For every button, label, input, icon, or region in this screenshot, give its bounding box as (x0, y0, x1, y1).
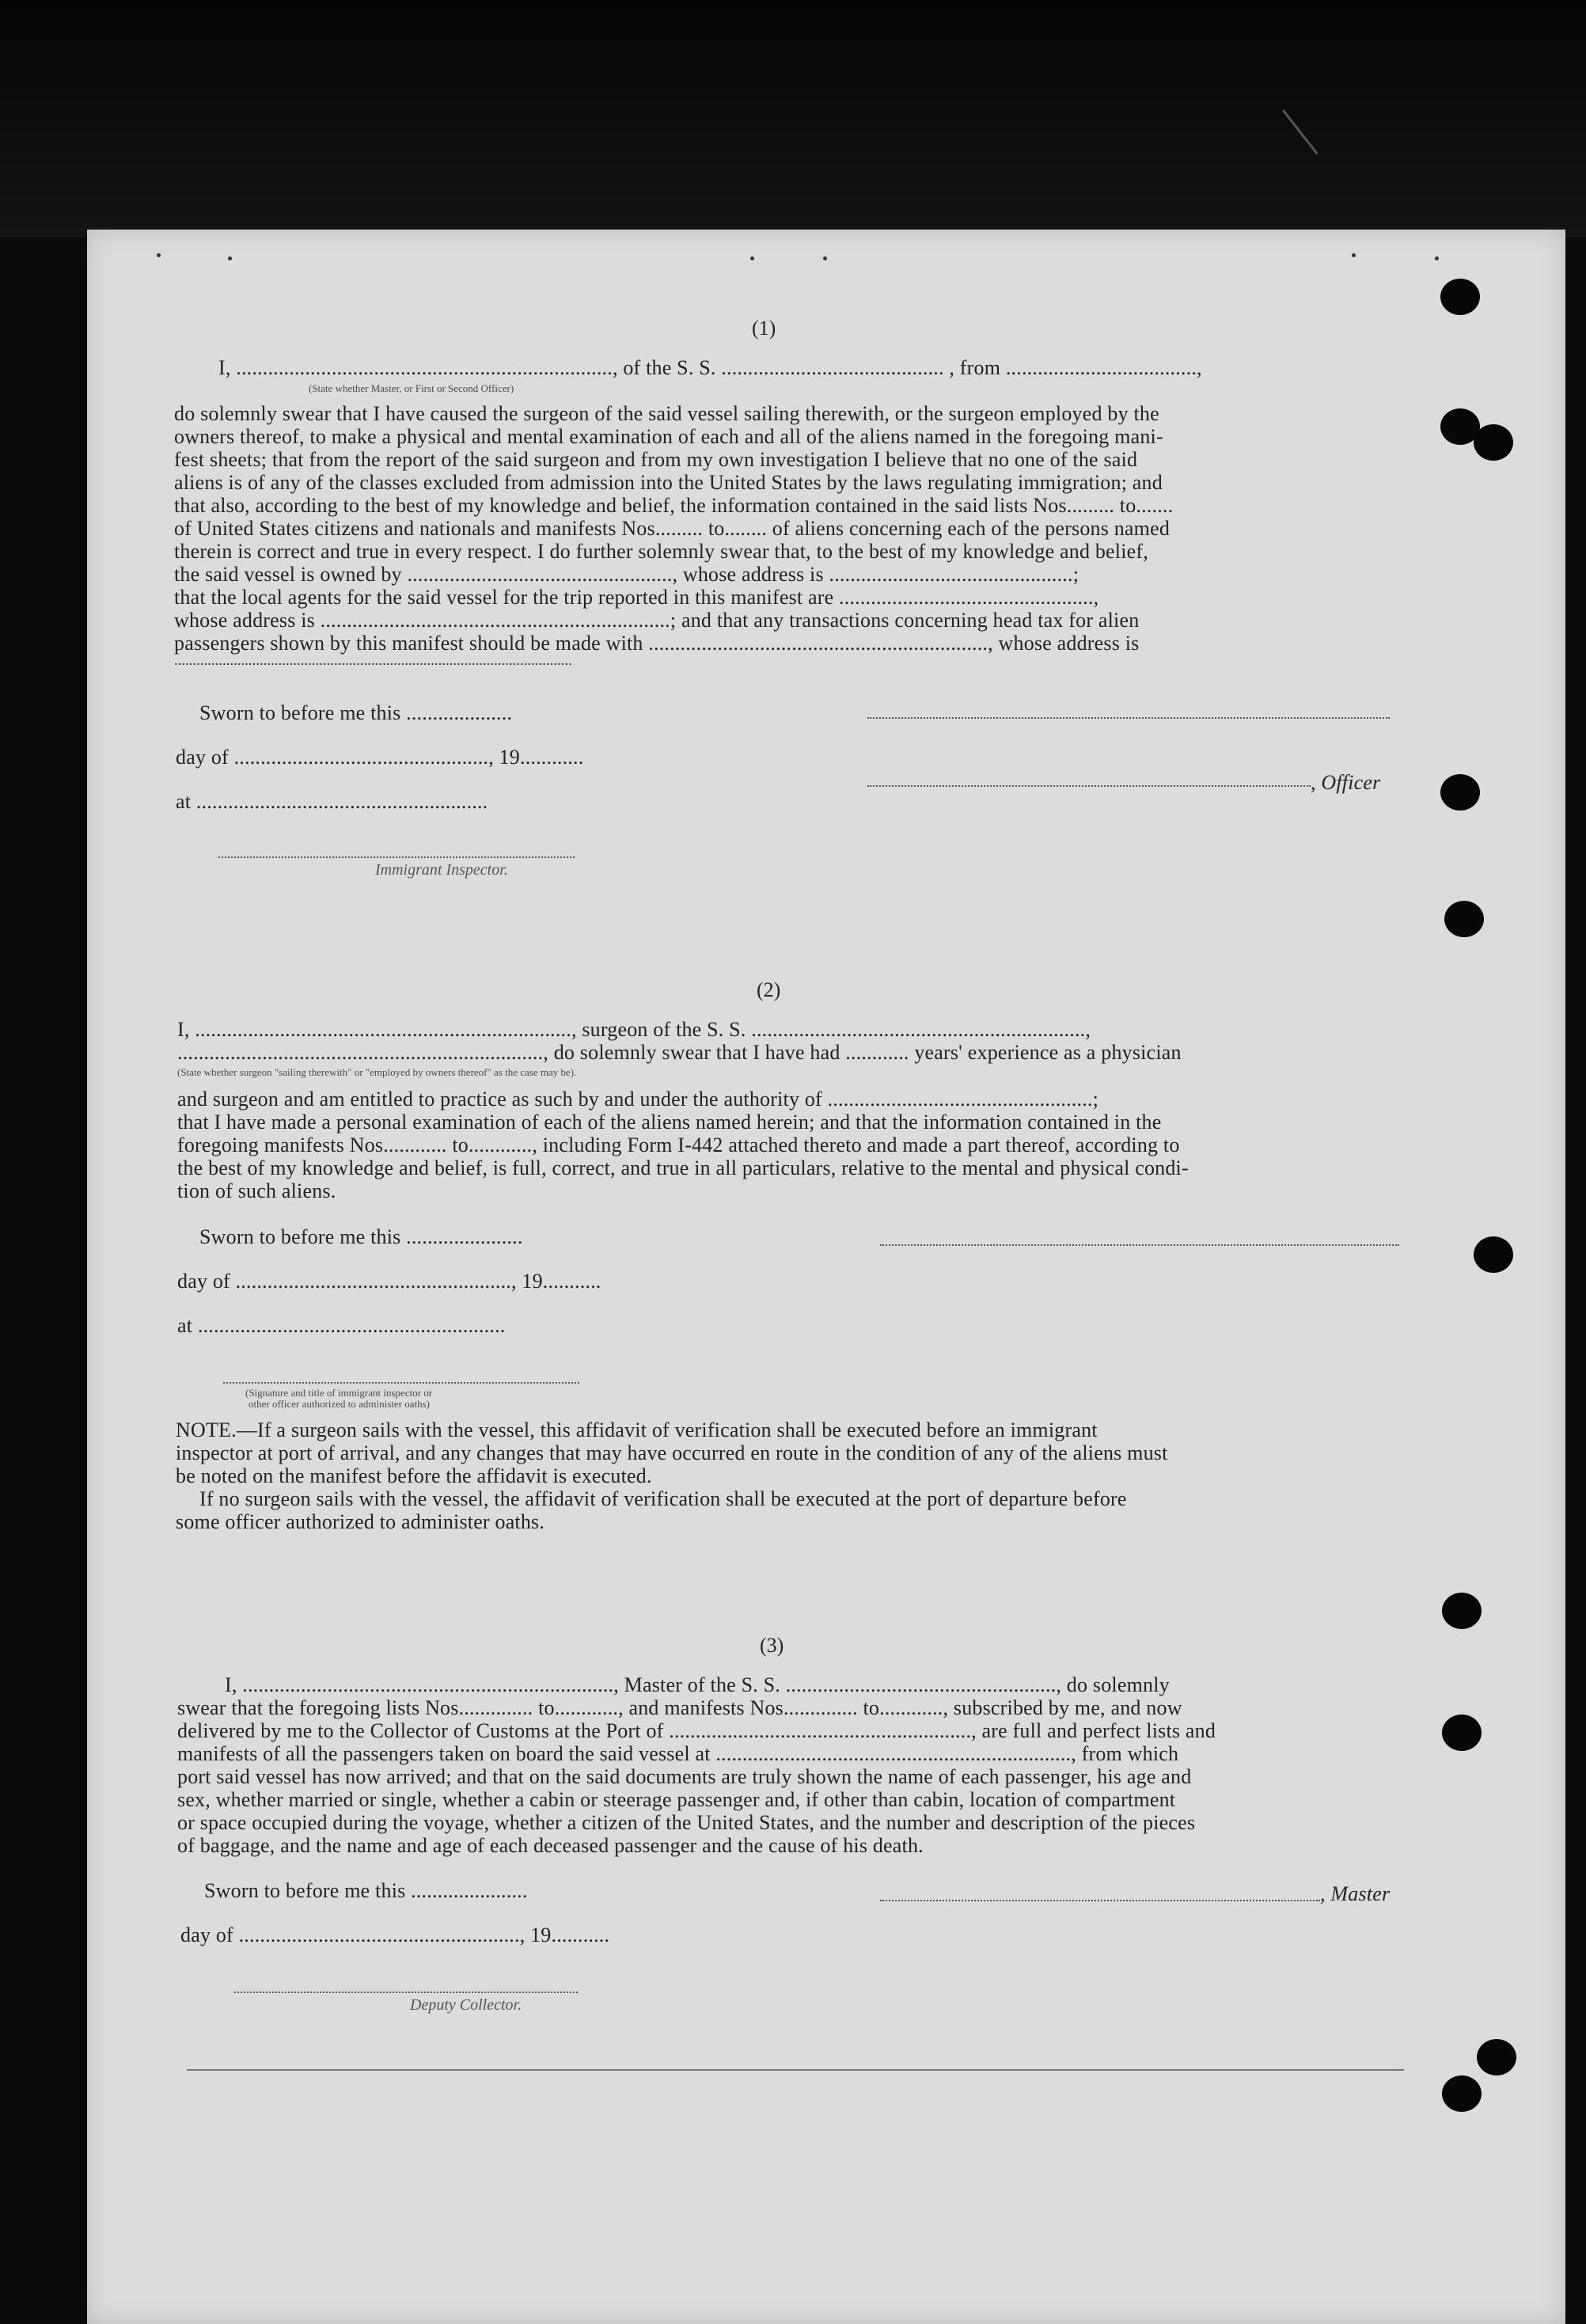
s2-signature-note-2: other officer authorized to administer oaths) (249, 1398, 430, 1410)
s1-line-7: of United States citizens and nationals and manifests Nos......... to........ of aliens concerning each of the persons named (174, 517, 1171, 540)
punch-hole (1440, 279, 1480, 315)
s2-line-5: foregoing manifests Nos............ to............, including Form I-442 attached thereto and made a part thereof, according to (177, 1134, 1180, 1156)
manifest-back-page (87, 230, 1565, 2324)
s1-line-11: whose address is ..................................................................; and that any transactions concerning head tax for alien (174, 609, 1140, 632)
punch-hole (1474, 1236, 1513, 1273)
s1-officer-line (867, 785, 1311, 787)
s1-line-6: that also, according to the best of my knowledge and belief, the information contained in the said lists Nos......... to....... (174, 494, 1174, 517)
s1-day: day of ................................................, 19............ (176, 746, 584, 769)
s3-line-7: or space occupied during the voyage, whether a citizen of the United States, and the number and description of the pieces (177, 1811, 1196, 1834)
s2-line-3: and surgeon and am entitled to practice as such by and under the authority of ..................................................; (177, 1088, 1099, 1111)
s3-line-3: delivered by me to the Collector of Customs at the Port of ........................................................., are full and perfect lists and (177, 1719, 1216, 1742)
punch-hole (1444, 901, 1484, 937)
s2-surgeon-signature-line (880, 1244, 1399, 1246)
s1-inspector-title: Immigrant Inspector. (375, 861, 508, 879)
s3-line-6: sex, whether married or single, whether a cabin or steerage passenger and, if other than cabin, location of compartment (177, 1788, 1176, 1811)
s1-officer-note: (State whether Master, or First or Second Officer) (309, 382, 514, 394)
s2-at: at .......................................................... (177, 1314, 506, 1337)
punch-hole (1440, 774, 1480, 811)
s2-line-7: tion of such aliens. (177, 1179, 336, 1202)
ink-speck (1435, 256, 1439, 260)
punch-hole (1442, 2075, 1482, 2112)
s3-collector-title: Deputy Collector. (410, 1996, 522, 2014)
punch-hole (1477, 2039, 1516, 2075)
s1-line-13: ........................................................................................................... (174, 652, 572, 668)
s2-surgeon-note: (State whether surgeon "sailing therewith" or "employed by owners thereof" as the case may be). (177, 1066, 577, 1078)
s3-master-title: , Master (1320, 1882, 1391, 1905)
section-1-number: (1) (752, 317, 776, 340)
s1-line-10: that the local agents for the said vessel for the trip reported in this manifest are ................................................, (174, 586, 1099, 609)
scanner-background (0, 0, 1586, 237)
punch-hole (1442, 1593, 1482, 1629)
s3-collector-signature-line (234, 1992, 578, 1993)
s3-line-4: manifests of all the passengers taken on board the said vessel at ..................................................................., from which (177, 1742, 1179, 1765)
s2-inspector-signature-line (223, 1382, 579, 1384)
s1-line-1: I, ......................................................................., of the S. S. .......................................... , from ...................................., (218, 356, 1202, 379)
s3-day: day of ....................................................., 19........... (180, 1923, 610, 1946)
s1-line-4: fest sheets; that from the report of the said surgeon and from my own investigation I believe that no one of the said (174, 448, 1138, 471)
s1-line-8: therein is correct and true in every respect. I do further solemnly swear that, to the best of my knowledge and belief, (174, 540, 1148, 563)
ink-speck (228, 256, 232, 260)
note-line-3: be noted on the manifest before the affidavit is executed. (176, 1464, 652, 1487)
s1-line-12: passengers shown by this manifest should be made with ................................................................, whose address is (174, 632, 1140, 655)
ink-speck (1352, 253, 1356, 257)
punch-hole (1474, 424, 1513, 461)
note-line-2: inspector at port of arrival, and any changes that may have occurred en route in the condition of any of the aliens must (176, 1441, 1168, 1464)
note-line-4: If no surgeon sails with the vessel, the affidavit of verification shall be executed at the port of departure before (199, 1487, 1127, 1510)
s1-line-5: aliens is of any of the classes excluded from admission into the United States by the laws regulating immigration; and (174, 471, 1163, 494)
ink-speck (823, 256, 827, 260)
s2-line-6: the best of my knowledge and belief, is full, correct, and true in all particulars, relative to the mental and physical condi- (177, 1156, 1189, 1179)
s2-signature-note-1: (Signature and title of immigrant inspector or (245, 1387, 433, 1399)
s1-sworn: Sworn to before me this .................... (199, 701, 513, 724)
section-2-number: (2) (757, 978, 781, 1001)
s1-at: at ....................................................... (176, 790, 488, 813)
ink-speck (157, 253, 161, 257)
s3-line-8: of baggage, and the name and age of each deceased passenger and the cause of his death. (177, 1834, 924, 1857)
s3-sworn: Sworn to before me this ...................... (204, 1879, 528, 1902)
note-line-1: NOTE.—If a surgeon sails with the vessel, this affidavit of verification shall be executed before an immigrant (176, 1418, 1098, 1441)
s2-line-4: that I have made a personal examination of each of the aliens named herein; and that the information contained in the (177, 1111, 1162, 1134)
s2-sworn: Sworn to before me this ...................... (199, 1225, 523, 1248)
s1-line-3: owners thereof, to make a physical and mental examination of each and all of the aliens named in the foregoing mani- (174, 425, 1163, 448)
note-line-5: some officer authorized to administer oaths. (176, 1510, 545, 1533)
s1-officer-title: , Officer (1311, 771, 1381, 794)
s3-line-1: I, ......................................................................, Master of the S. S. ..................................................., do solemnly (225, 1673, 1170, 1696)
ink-speck (750, 256, 754, 260)
s1-line-2: do solemnly swear that I have caused the surgeon of the said vessel sailing therewith, or the surgeon employed by the (174, 402, 1159, 425)
s1-officer-signature-line (867, 717, 1390, 719)
s3-master-signature-line (880, 1900, 1320, 1901)
s3-line-2: swear that the foregoing lists Nos.............. to............, and manifests Nos.............. to............, subscribed by me, and now (177, 1696, 1182, 1719)
punch-hole (1442, 1715, 1482, 1751)
s3-line-5: port said vessel has now arrived; and that on the said documents are truly shown the name of each passenger, his age and (177, 1765, 1192, 1788)
s2-day: day of ...................................................., 19........... (177, 1270, 601, 1293)
s1-inspector-signature-line (218, 856, 575, 858)
section-3-number: (3) (760, 1634, 784, 1657)
s1-line-9: the said vessel is owned by .................................................., whose address is ..............................................; (174, 563, 1079, 586)
s2-line-2: ....................................................................., do solemnly swear that I have had ............ years' experience as a physician (177, 1041, 1182, 1064)
bottom-rule (187, 2069, 1404, 2071)
s2-line-1: I, ......................................................................., surgeon of the S. S. ..............................................................., (177, 1018, 1091, 1041)
